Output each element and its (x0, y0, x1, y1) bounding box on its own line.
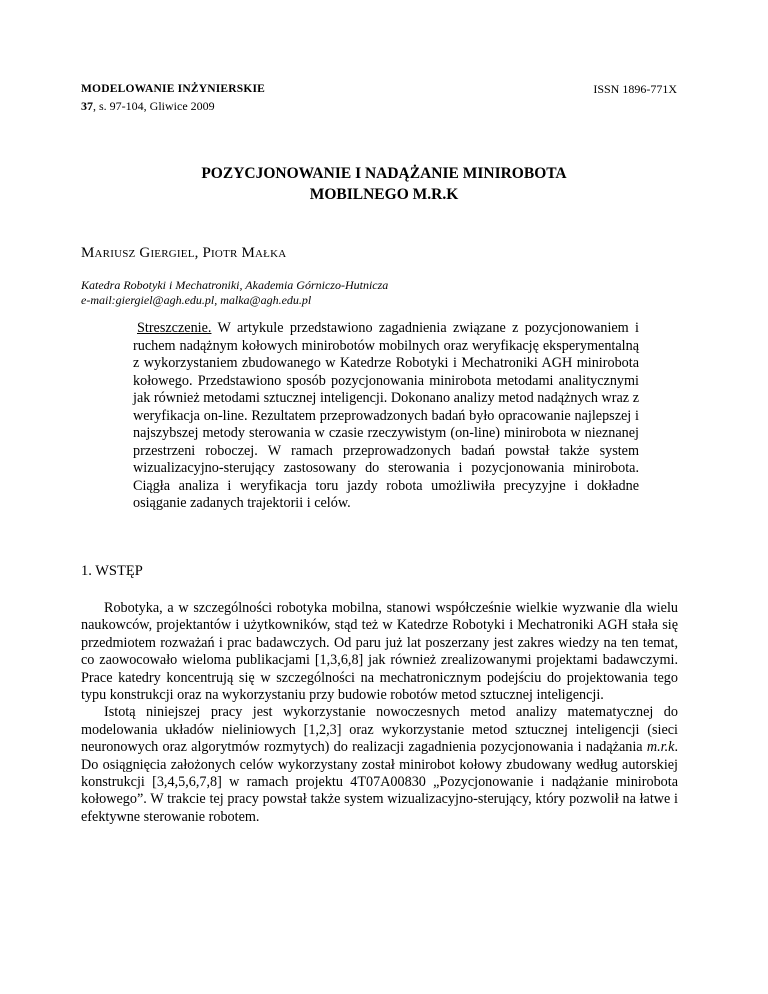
journal-header (81, 81, 265, 115)
section-body (81, 600, 678, 826)
abstract-label: Streszczenie. (137, 320, 212, 336)
issn: ISSN 1896-771X (593, 82, 677, 96)
abstract (133, 320, 639, 513)
section-heading: 1. WSTĘP (81, 563, 143, 579)
paragraph-1: Robotyka, a w szczególności robotyka mobilna, stanowi współcześnie wielkie wyzwanie dla wielu naukowców, projektantów i użytkowników, stąd też w Katedrze Robotyki i Mechatroniki AGH stała się przedmiotem rozważań i prac badawczych. Od paru już lat poszerzany jest zakres wiedzy na ten temat, co zaowocowało wieloma publikacjami [1,3,6,8] jak również zrealizowanymi projektami badawczymi. Prace katedry koncentrują się w szczególności na mechatronicznym podejściu do projektowania tego typu konstrukcji oraz na wykorzystaniu przy budowie robotów metod sztucznej inteligencji. (81, 600, 678, 704)
journal-pages-place-year: , s. 97-104, Gliwice 2009 (93, 99, 215, 113)
journal-volume: 37 (81, 99, 93, 113)
paragraph-2 (81, 704, 678, 826)
journal-citation (81, 98, 265, 115)
affiliation-block (81, 278, 388, 308)
paper-title (0, 163, 768, 205)
authors: Mariusz Giergiel, Piotr Małka (81, 245, 287, 261)
paper-title-line-2: MOBILNEGO M.R.K (309, 186, 459, 203)
paper-title-line-1: POZYCJONOWANIE I NADĄŻANIE MINIROBOTA (201, 165, 567, 182)
robot-abbreviation: m.r.k (646, 739, 675, 756)
paragraph-2-start: Istotą niniejszej pracy jest wykorzystanie nowoczesnych metod analizy matematycznej do modelowania układów nieliniowych [1,2,3] oraz wykorzystanie metod sztucznej inteligencji (sieci neuronowych oraz algorytmów rozmytych) do realizacji zagadnienia pozycjonowania i nadążania (81, 704, 678, 756)
affiliation: Katedra Robotyki i Mechatroniki, Akademia Górniczo-Hutnicza (81, 278, 389, 292)
paragraph-2-end: . Do osiągnięcia założonych celów wykorzystany został minirobot kołowy zbudowany według autorskiej konstrukcji [3,4,5,6,7,8] w ramach projektu 4T07A00830 „Pozycjonowanie i nadążanie minirobota kołowego”. W trakcie tej pracy powstał także system wizualizacyjno-sterujący, który pozwolił na łatwe i efektywne sterowanie robotem. (81, 739, 678, 825)
journal-name: MODELOWANIE INŻYNIERSKIE (81, 83, 266, 95)
author-emails: e-mail:giergiel@agh.edu.pl, malka@agh.edu.pl (81, 293, 312, 307)
abstract-text: W artykule przedstawiono zagadnienia związane z pozycjonowaniem i ruchem nadążnym kołowych minirobotów mobilnych oraz weryfikację eksperymentalną z wykorzystaniem zbudowanego w Katedrze Robotyki i Mechatroniki AGH minirobota kołowego. Przedstawiono sposób pozycjonowania minirobota metodami analitycznymi jak również metodami sztucznej inteligencji. Dokonano analizy metod nadążnych wraz z weryfikacja on-line. Rezultatem przeprowadzonych badań było opracowanie najlepszej i najszybszej metody sterowania w czasie rzeczywistym (on-line) minirobota w nieznanej przestrzeni roboczej. W ramach przeprowadzonych badań powstał także system wizualizacyjno-sterujący zastosowany do sterowania i pozycjonowania minirobota. Ciągła analiza i weryfikacja toru jazdy robota umożliwiła precyzyjne i dokładne osiąganie zadanych trajektorii i celów. (133, 320, 639, 511)
